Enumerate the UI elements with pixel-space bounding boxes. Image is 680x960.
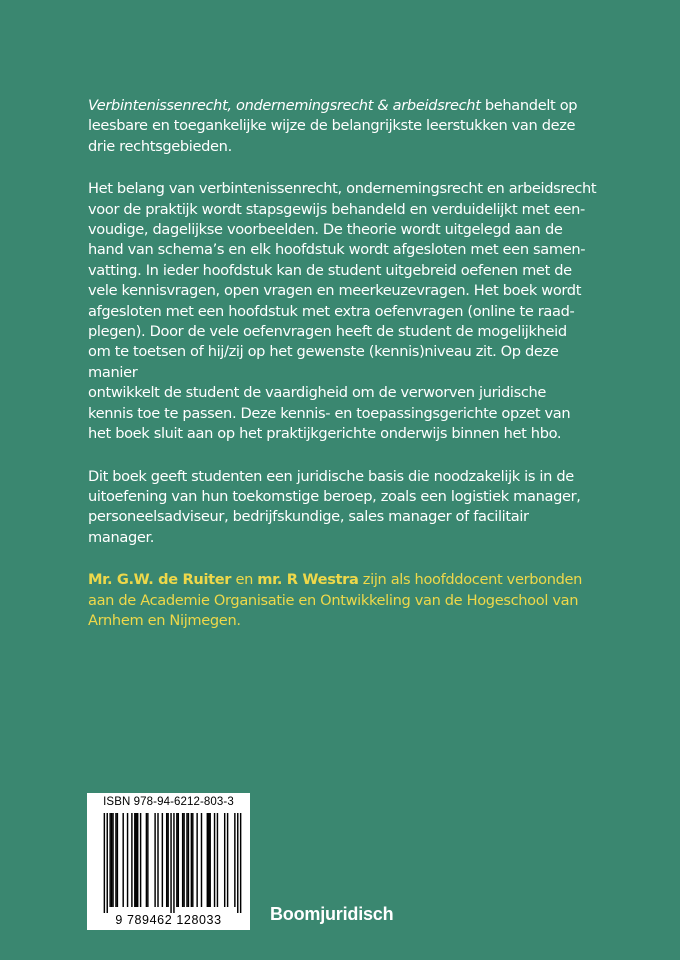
barcode-bar — [104, 813, 105, 913]
author-2: mr. R Westra — [257, 571, 359, 589]
barcode-bar — [111, 813, 112, 907]
barcode-bar — [146, 813, 147, 907]
barcode-bar — [178, 813, 179, 907]
barcode-bar — [240, 813, 241, 913]
barcode-bar — [107, 813, 108, 913]
barcode-bar — [162, 813, 163, 907]
barcode-bar — [183, 813, 184, 907]
intro-text: behandelt op leesbare en toegankelijke wijze de belangrijkste leerstukken van deze drie rechtsgebieden. — [88, 97, 578, 155]
description-paragraph: Het belang van verbintenissenrecht, ondernemingsrecht en arbeidsrecht voor de praktijk wordt stapsgewijs behandeld en verduidelijkt met een- voudige, dagelijkse voorbeelden. De theorie wordt uitgelegd aan de hand van schema’s en elk hoofdstuk wordt afgesloten met een samen- vatting. In ieder hoofdstuk kan de student uitgebreid oefenen met de vele kennisvragen, open vragen en meerkeuzevragen. Het boek wordt afgesloten met een hoofdstuk met extra oefenvragen (online te raad- plegen). Door de vele oefenvragen heeft de student de mogelijkheid om te toetsen of hij/zij op het gewenste (kennis)niveau zit. Op deze manier ontwikkelt de student de vaardigheid om de verworven juridische kennis toe te passen. Deze kennis- en toepassingsgerichte opzet van het boek sluit aan op het praktijkgerichte onderwijs binnen het hbo. — [88, 180, 597, 443]
barcode-bar — [173, 813, 174, 913]
barcode-bar — [136, 813, 137, 907]
barcode-bar — [237, 813, 238, 913]
barcode-bar — [109, 813, 110, 907]
authors-paragraph — [88, 570, 598, 631]
barcode-bar — [112, 813, 113, 907]
barcode-bar — [192, 813, 193, 907]
barcode-bar — [115, 813, 116, 907]
barcode-bar — [186, 813, 187, 907]
author-1: Mr. G.W. de Ruiter — [88, 571, 232, 589]
barcode-digits: 9 789462 128033 — [115, 913, 222, 927]
barcode-bar — [209, 813, 210, 907]
barcode-bar — [208, 813, 209, 907]
barcode-bar — [188, 813, 189, 907]
barcode-bar — [207, 813, 208, 907]
barcode-image — [87, 793, 250, 930]
publisher-logo: Boomjuridisch — [270, 904, 394, 924]
barcode-bar — [234, 813, 235, 907]
barcode-bar — [201, 813, 202, 907]
back-cover-text — [88, 96, 598, 653]
barcode-bar — [214, 813, 215, 907]
intro-paragraph — [88, 96, 598, 157]
barcode-bar — [127, 813, 128, 907]
barcode-bar — [137, 813, 138, 907]
barcode-bar — [134, 813, 135, 907]
barcode-bar — [191, 813, 192, 907]
barcode-bar — [131, 813, 132, 907]
barcode-bar — [117, 813, 118, 907]
barcode-bar — [157, 813, 158, 907]
barcode-bar — [147, 813, 148, 907]
barcode-bar — [154, 813, 155, 907]
authors-affiliation: zijn als hoofddocent verbonden aan de Academie Organisatie en Ontwikkeling van de Hogeschool van Arnhem en Nijmegen. — [88, 571, 583, 629]
barcode-bar — [122, 813, 123, 907]
barcode-bar — [167, 813, 168, 907]
barcode-bar — [182, 813, 183, 907]
barcode-box — [87, 793, 250, 930]
authors-connector: en — [231, 571, 258, 589]
barcode-bar — [140, 813, 141, 907]
barcode-bar — [224, 813, 225, 907]
barcode-bar — [227, 813, 228, 907]
book-title-italic: Verbintenissenrecht, ondernemingsrecht & arbeidsrecht — [88, 97, 481, 114]
isbn-label: ISBN 978-94-6212-803-3 — [103, 796, 234, 808]
barcode-bar — [196, 813, 197, 907]
barcode-bar — [166, 813, 167, 907]
barcode-bar — [217, 813, 218, 907]
audience-paragraph: Dit boek geeft studenten een juridische basis die noodzakelijk is in de uitoefening van hun toekomstige beroep, zoals een logistiek manager, personeelsadviseur, bedrijfskundige, sales manager of facilitair manager. — [88, 467, 581, 546]
barcode-bar — [170, 813, 171, 913]
barcode-bar — [176, 813, 177, 907]
